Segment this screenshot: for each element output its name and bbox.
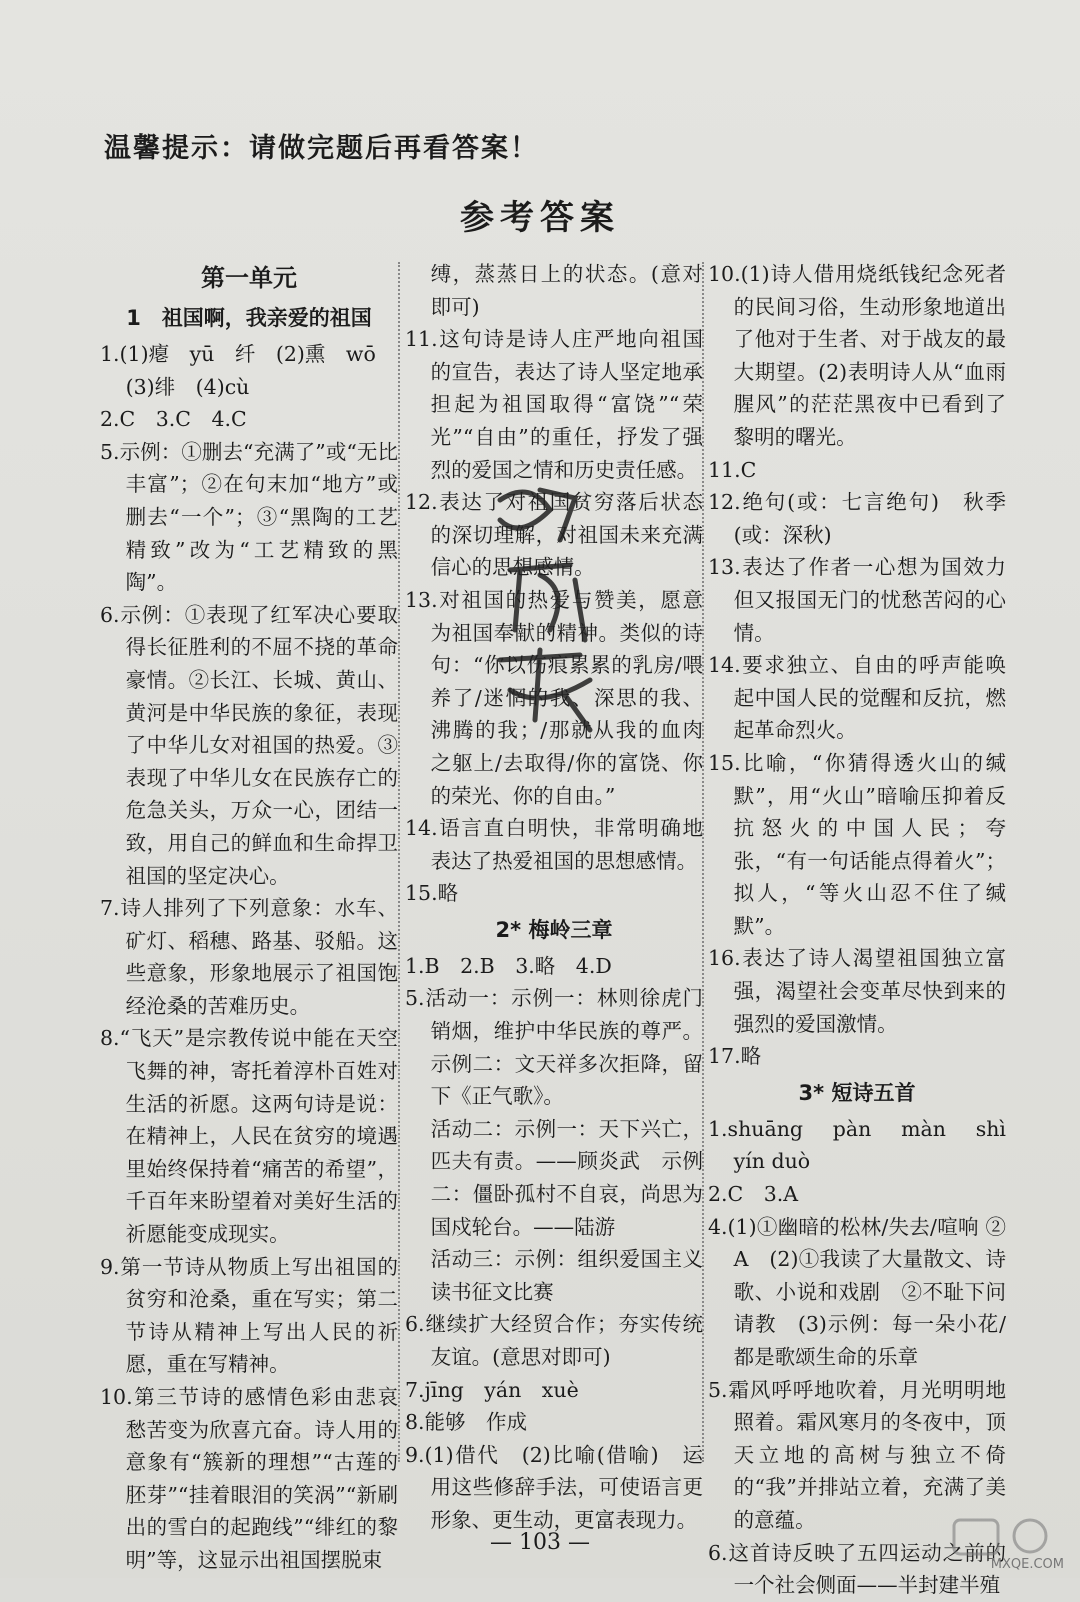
answer-item: 1.shuāng pàn màn shì yín duò <box>708 1116 1027 1174</box>
answer-item: 16.表达了诗人渴望祖国独立富强，渴望社会变革尽快到来的强烈的爱国激情。 <box>708 946 1006 1036</box>
answer-item: 1.(1)瘪 yū 纤 (2)熏 wō <box>100 342 376 366</box>
lesson-heading: 2* 梅岭三章 <box>495 917 613 942</box>
column-middle <box>405 258 703 1537</box>
answer-item: 10.(1)诗人借用烧纸钱纪念死者的民间习俗，生动形象地道出了他对于生者、对于战友的最大期望。(2)表明诗人从“血雨腥风”的茫茫黑夜中已看到了黎明的曙光。 <box>708 262 1006 449</box>
answer-item: 1.B 2.B 3.略 4.D <box>405 953 612 978</box>
lesson-heading: 3* 短诗五首 <box>798 1080 916 1105</box>
answer-item: 13.表达了作者一心想为国效力但又报国无门的忧愁苦闷的心情。 <box>708 555 1006 645</box>
answer-item: 8.能够 作成 <box>405 1410 528 1435</box>
answer-item: 13.对祖国的热爱与赞美，愿意为祖国奉献的精神。类似的诗句：“你以伤痕累累的乳房/喂养了/迷惘的我、深思的我、沸腾的我；/那就从我的血肉之躯上/去取得/你的富饶、你的荣光、你的自由。” <box>405 587 703 808</box>
answer-item: 9.第一节诗从物质上写出祖国的贫穷和沧桑，重在写实；第二节诗从精神上写出人民的祈愿，重在写精神。 <box>100 1254 398 1377</box>
answer-item: 15.比喻，“你猜得透火山的缄默”，用“火山”暗喻压抑着反抗怒火的中国人民；夸张，“有一句话能点得着火”；拟人，“等火山忍不住了缄默”。 <box>708 750 1006 938</box>
answer-item: 14.要求独立、自由的呼声能唤起中国人民的觉醒和反抗，燃起革命烈火。 <box>708 653 1006 743</box>
watermark-text: MXQE.COM <box>990 1557 1064 1572</box>
answer-item: 活动二：示例一：天下兴亡，匹夫有责。——顾炎武 示例二：僵卧孤村不自哀，尚思为国戍轮台。——陆游 <box>430 1116 703 1239</box>
column-divider <box>398 262 401 1462</box>
answer-item: 5.活动一：示例一：林则徐虎门销烟，维护中华民族的尊严。示例二：文天祥多次拒降，留下《正气歌》。 <box>405 986 703 1109</box>
answer-item: 缚，蒸蒸日上的状态。(意对即可) <box>430 262 703 319</box>
answer-item: 7.jīng yán xuè <box>405 1377 579 1402</box>
answer-item: 8.“飞天”是宗教传说中能在天空飞舞的神，寄托着淳朴百姓对生活的祈愿。这两句诗是说：在精神上，人民在贫穷的境遇里始终保持着“痛苦的希望”，千百年来盼望着对美好生活的祈愿能变成现实。 <box>100 1026 398 1247</box>
answer-item: 12.绝句(或：七言绝句) 秋季(或：深秋) <box>708 490 1006 547</box>
answer-item: 7.诗人排列了下列意象：水车、矿灯、稻穗、路基、驳船。这些意象，形象地展示了祖国饱经沧桑的苦难历史。 <box>100 896 398 1018</box>
answer-item: 2.C 3.C 4.C <box>100 407 247 432</box>
answer-item: 11.C <box>708 457 757 482</box>
answer-item: 14.语言直白明快，非常明确地表达了热爱祖国的思想感情。 <box>405 816 703 873</box>
page-number: — 103 — <box>490 1530 590 1555</box>
answer-item: 6.这首诗反映了五四运动之前的一个社会侧面——半封建半殖 <box>708 1540 1006 1598</box>
answer-item: 12.表达了对祖国贫穷落后状态的深切理解，对祖国未来充满信心的思想感情。 <box>405 490 703 580</box>
handwritten-signature <box>480 480 610 740</box>
answer-item: 2.C 3.A <box>708 1182 799 1207</box>
answer-item: 6.示例：①表现了红军决心要取得长征胜利的不屈不挠的革命豪情。②长江、长城、黄山、黄河是中华民族的象征，表现了中华儿女对祖国的热爱。③表现了中华儿女在民族存亡的危急关头，万众一心，团结一致，用自己的鲜血和生命捍卫祖国的坚定决心。 <box>100 602 398 888</box>
answer-item: 活动三：示例：组织爱国主义读书征文比赛 <box>430 1247 703 1304</box>
answer-item: 5.霜风呼呼地吹着，月光明明地照着。霜风寒月的冬夜中，顶天立地的高树与独立不倚的“我”并排站立着，充满了美的意蕴。 <box>708 1377 1006 1532</box>
answer-item: 9.(1)借代 (2)比喻(借喻) 运用这些修辞手法，可使语言更形象、更生动，更富表现力。 <box>405 1442 703 1532</box>
lesson-heading: 1 祖国啊，我亲爱的祖国 <box>126 306 372 330</box>
answer-item: 5.示例：①删去“充满了”或“无比丰富”；②在句末加“地方”或删去“一个”；③“黑陶的工艺精致”改为“工艺精致的黑陶”。 <box>100 439 398 595</box>
answer-item: 17.略 <box>708 1044 762 1069</box>
answer-item: (3)绯 (4)cù <box>125 374 250 399</box>
answer-item: 6.继续扩大经贸合作；夯实传统友谊。(意思对即可) <box>405 1312 703 1369</box>
answer-item: 10.第三节诗的感情色彩由悲哀愁苦变为欣喜亢奋。诗人用的意象有“簇新的理想”“古莲的胚芽”“挂着眼泪的笑涡”“新刷出的雪白的起跑线”“绯红的黎明”等，这显示出祖国摆脱束 <box>100 1385 398 1572</box>
column-left <box>100 258 398 1577</box>
page-title: 参考答案 <box>460 198 620 238</box>
answer-item: 4.(1)①幽暗的松林/失去/喧响 ②A (2)①我读了大量散文、诗歌、小说和戏剧 ②不耻下问 请教 (3)示例：每一朵小花/都是歌颂生命的乐章 <box>708 1214 1027 1369</box>
answer-item: 11.这句诗是诗人庄严地向祖国的宣告，表达了诗人坚定地承担起为祖国取得“富饶”“荣光”“自由”的重任，抒发了强烈的爱国之情和历史责任感。 <box>405 327 703 482</box>
answer-item: 15.略 <box>405 881 459 906</box>
unit-heading: 第一单元 <box>201 264 297 292</box>
reminder-notice: 温馨提示：请做完题后再看答案！ <box>104 133 539 164</box>
